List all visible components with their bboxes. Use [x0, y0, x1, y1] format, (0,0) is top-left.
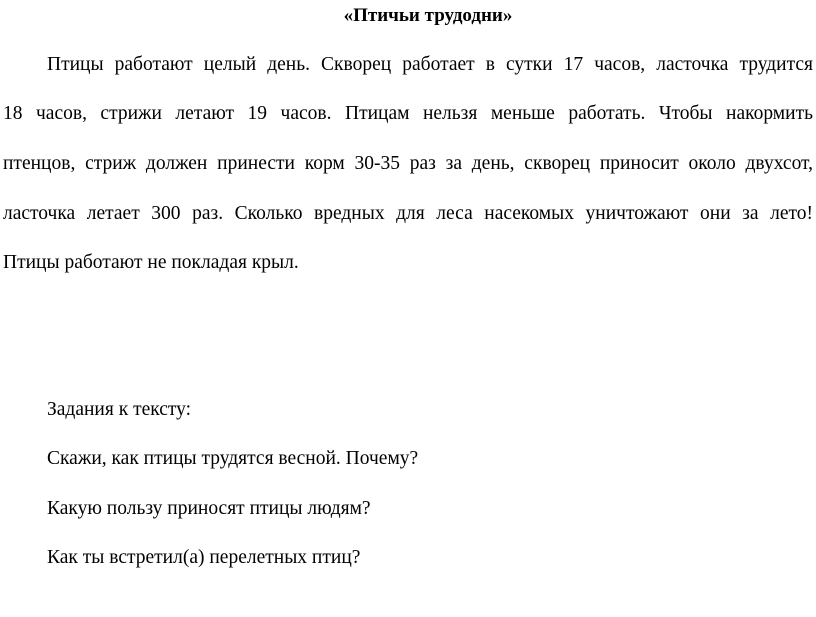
paragraph-line: Птицы работают целый день. Скворец работает в сутки 17 часов, ласточка трудится: [47, 54, 813, 75]
paragraph-line: 18 часов, стрижи летают 19 часов. Птицам нельзя меньше работать. Чтобы накормить: [3, 103, 813, 124]
tasks-heading: Задания к тексту:: [47, 399, 192, 420]
task-item: Как ты встретил(а) перелетных птиц?: [47, 547, 361, 568]
paragraph-line: ласточка летает 300 раз. Сколько вредных для леса насекомых уничтожают они за лето!: [3, 203, 813, 224]
paragraph-line: птенцов, стриж должен принести корм 30-35 раз за день, скворец приносит около двухсот,: [3, 153, 813, 174]
paragraph-line: Птицы работают не покладая крыл.: [3, 252, 299, 273]
document-title: «Птичьи трудодни»: [343, 5, 513, 26]
task-item: Скажи, как птицы трудятся весной. Почему?: [47, 448, 419, 469]
task-item: Какую пользу приносят птицы людям?: [47, 498, 371, 519]
